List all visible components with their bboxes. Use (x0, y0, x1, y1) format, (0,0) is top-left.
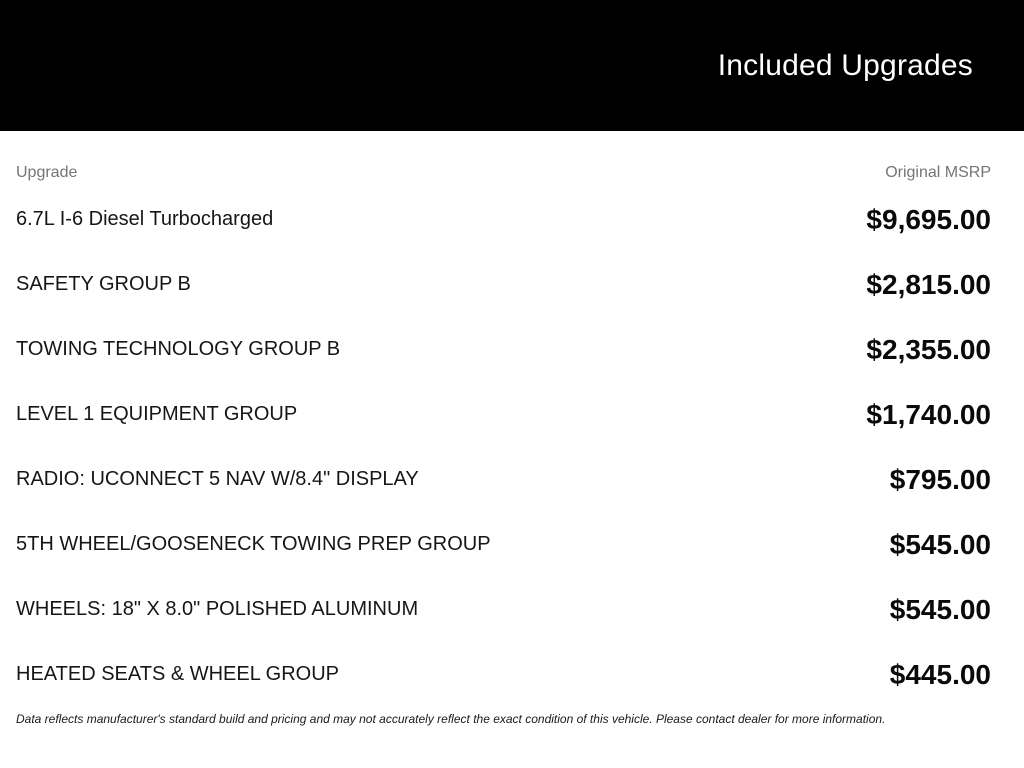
upgrade-name: HEATED SEATS & WHEEL GROUP (16, 663, 340, 685)
table-row (16, 252, 991, 317)
upgrade-price: $445.00 (889, 658, 991, 690)
upgrade-price: $795.00 (889, 463, 991, 495)
table-row (16, 642, 991, 707)
upgrade-price: $545.00 (889, 593, 991, 625)
upgrade-name: 6.7L I-6 Diesel Turbocharged (16, 208, 274, 230)
upgrades-table (0, 131, 1024, 727)
table-rows (16, 187, 991, 707)
page-title: Included Upgrades (717, 48, 973, 82)
column-header-upgrade: Upgrade (16, 164, 78, 181)
column-header-msrp: Original MSRP (885, 164, 991, 181)
upgrade-price: $2,355.00 (866, 333, 991, 365)
table-row (16, 577, 991, 642)
upgrade-name: TOWING TECHNOLOGY GROUP B (16, 338, 341, 360)
disclaimer-text: Data reflects manufacturer's standard build and pricing and may not accurately reflect the exact condition of this vehicle. Please contact dealer for more information. (16, 712, 886, 726)
table-row (16, 187, 991, 252)
upgrade-name: LEVEL 1 EQUIPMENT GROUP (16, 403, 298, 425)
upgrade-price: $1,740.00 (866, 398, 991, 430)
table-row (16, 382, 991, 447)
table-column-headers (16, 163, 991, 183)
table-row (16, 317, 991, 382)
upgrade-price: $9,695.00 (866, 203, 991, 235)
upgrade-price: $2,815.00 (866, 268, 991, 300)
table-row (16, 512, 991, 577)
upgrade-name: SAFETY GROUP B (16, 273, 191, 295)
hero-banner (0, 0, 1024, 131)
upgrade-name: 5TH WHEEL/GOOSENECK TOWING PREP GROUP (16, 533, 491, 555)
upgrade-name: WHEELS: 18" X 8.0" POLISHED ALUMINUM (16, 598, 419, 620)
upgrade-name: RADIO: UCONNECT 5 NAV W/8.4" DISPLAY (16, 468, 419, 490)
upgrade-price: $545.00 (889, 528, 991, 560)
table-row (16, 447, 991, 512)
